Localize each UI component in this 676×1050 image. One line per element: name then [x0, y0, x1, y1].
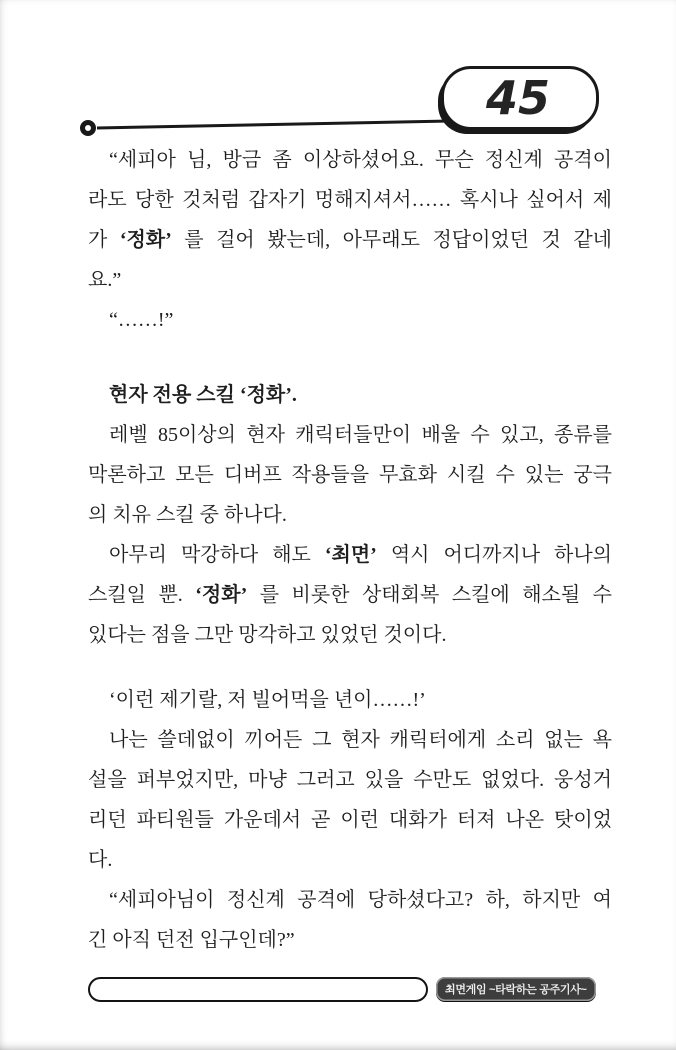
footer-pill: [88, 977, 428, 1002]
text-segment: “세피아님이 정신계 공격에 당하셨다고? 하, 하지만 여: [109, 889, 612, 911]
text-segment: 스킬일 뿐.: [88, 584, 196, 606]
header-rule-line: [97, 121, 450, 128]
ring-ornament-icon: [83, 123, 94, 134]
text-segment: 를 걸어 봤는데, 아무래도 정답이었던 것 같네: [171, 229, 612, 251]
text-segment: 레벨 85이상의 현자 캐릭터들만이 배울 수 있고, 종류를: [109, 424, 612, 446]
text-line: [88, 615, 612, 655]
text-segment: 의 치유 스킬 중 하나다.: [88, 504, 287, 526]
text-segment: “세피아 님, 방금 좀 이상하셨어요. 무슨 정신계 공격이: [109, 149, 612, 171]
text-line: [88, 260, 612, 300]
text-segment: 라도 당한 것처럼 갑자기 멍해지셔서…… 혹시나 싶어서 제: [88, 189, 612, 211]
emphasized-text: ‘정화’: [119, 229, 172, 251]
text-line: [88, 180, 612, 220]
text-line: [88, 575, 612, 615]
book-title: 최면게임 ~타락하는 공주기사~: [445, 984, 587, 996]
text-segment: 가: [88, 229, 120, 251]
text-segment: 있다는 점을 그만 망각하고 있었던 것이다.: [88, 624, 447, 646]
text-segment: 리던 파티원들 가운데서 곧 이런 대화가 터져 나온 탓이었: [88, 809, 612, 831]
body-text: [88, 140, 612, 960]
text-line: [88, 300, 612, 340]
text-line: [88, 375, 612, 415]
text-segment: 설을 퍼부었지만, 마냥 그러고 있을 수만도 없었다. 웅성거: [88, 769, 612, 791]
text-line: [88, 415, 612, 455]
text-segment: 나는 쓸데없이 끼어든 그 현자 캐릭터에게 소리 없는 욕: [109, 729, 612, 751]
text-line: [88, 220, 612, 260]
page-number: 45: [485, 71, 550, 125]
text-segment: 를 비롯한 상태회복 스킬에 해소될 수: [247, 584, 612, 606]
text-segment: 다.: [88, 849, 113, 871]
text-line: [88, 800, 612, 840]
emphasized-text: ‘정화’: [195, 584, 248, 606]
text-line: [88, 495, 612, 535]
text-segment: 긴 아직 던전 입구인데?”: [88, 929, 295, 951]
text-line: [88, 920, 612, 960]
text-line: [88, 535, 612, 575]
text-segment: ‘이런 제기랄, 저 빌어먹을 년이……!’: [109, 689, 426, 711]
text-line: [88, 140, 612, 180]
text-line: [88, 680, 612, 720]
text-line: [88, 455, 612, 495]
paragraph-break: [88, 340, 612, 375]
text-segment: 역시 어디까지나 하나의: [376, 544, 612, 566]
text-segment: 요.”: [88, 269, 122, 291]
emphasized-text: ‘최면’: [324, 544, 377, 566]
text-line: [88, 880, 612, 920]
text-segment: 막론하고 모든 디버프 작용들을 무효화 시킬 수 있는 궁극: [88, 464, 612, 486]
text-segment: 아무리 막강하다 해도: [109, 544, 325, 566]
text-line: [88, 720, 612, 760]
text-line: [88, 760, 612, 800]
text-line: [88, 840, 612, 880]
emphasized-text: 현자 전용 스킬 ‘정화’.: [109, 384, 297, 406]
paragraph-break: [88, 655, 612, 680]
page-number-badge: [441, 66, 599, 130]
text-segment: “……!”: [109, 309, 174, 331]
book-title-badge: [436, 977, 596, 1001]
